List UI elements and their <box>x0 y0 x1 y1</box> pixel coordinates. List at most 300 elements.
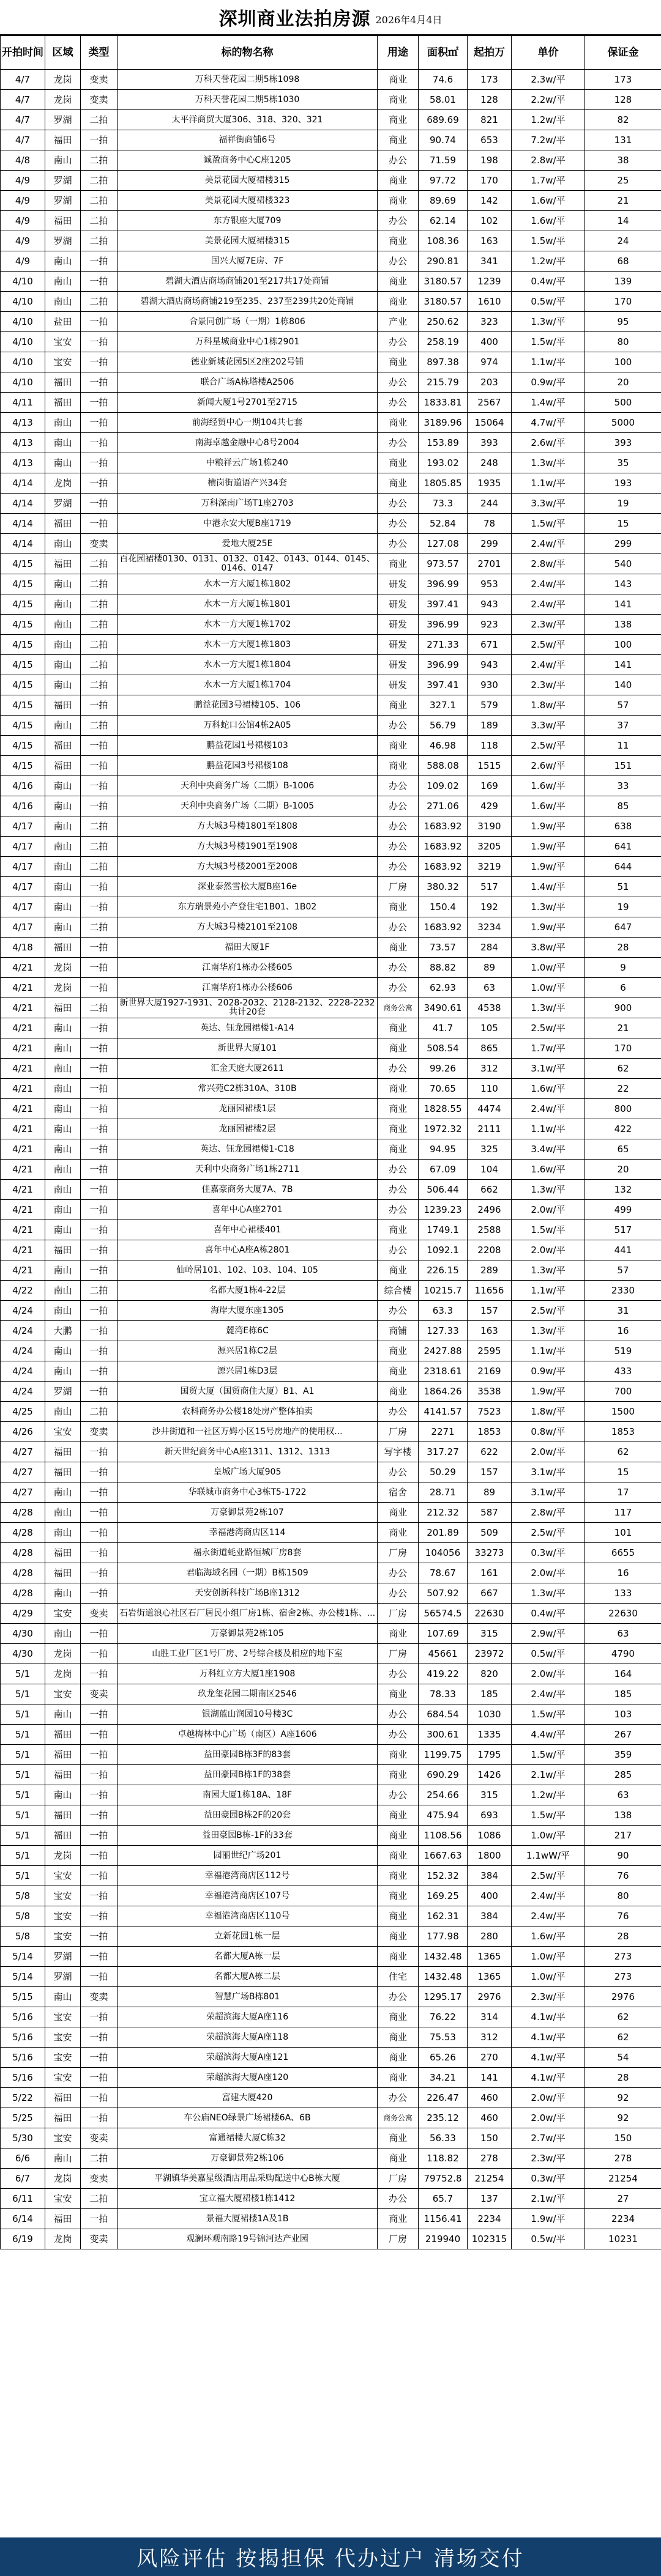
property-name-cell: 幸福港湾商店区107号 <box>118 1886 378 1906</box>
property-name-cell: 碧湖大酒店商场商铺219至235、237至239共20处商铺 <box>118 292 378 312</box>
auction-date-cell: 4/10 <box>1 272 45 292</box>
deposit-cell: 28 <box>585 2068 661 2088</box>
table-body <box>1 70 661 2249</box>
table-row <box>1 272 661 292</box>
property-name-cell: 国兴大厦7E房、7F <box>118 251 378 272</box>
auction-type-cell: 变卖 <box>81 90 118 110</box>
district-cell: 南山 <box>45 413 81 433</box>
auction-type-cell: 一拍 <box>81 1846 118 1866</box>
auction-date-cell: 4/16 <box>1 776 45 796</box>
usage-cell: 办公 <box>378 1563 419 1583</box>
starting-price-cell: 173 <box>468 70 512 90</box>
auction-date-cell: 4/28 <box>1 1563 45 1583</box>
usage-cell: 办公 <box>378 1583 419 1604</box>
auction-type-cell: 变卖 <box>81 1604 118 1624</box>
area-cell: 317.27 <box>419 1442 468 1462</box>
table-row <box>1 1846 661 1866</box>
property-name-cell: 水木一方大厦1栋1804 <box>118 655 378 675</box>
unit-price-cell: 1.0w/平 <box>512 1967 585 1987</box>
starting-price-cell: 192 <box>468 897 512 917</box>
auction-type-cell: 一拍 <box>81 1583 118 1604</box>
usage-cell: 研发 <box>378 635 419 655</box>
deposit-cell: 51 <box>585 877 661 897</box>
auction-date-cell: 4/24 <box>1 1321 45 1341</box>
table-row <box>1 1826 661 1846</box>
page-header <box>0 0 661 35</box>
district-cell: 南山 <box>45 1038 81 1059</box>
property-name-cell: 荣超滨海大厦A座120 <box>118 2068 378 2088</box>
table-row <box>1 171 661 191</box>
district-cell: 南山 <box>45 1260 81 1281</box>
table-row <box>1 1422 661 1442</box>
auction-type-cell: 一拍 <box>81 1644 118 1664</box>
starting-price-cell: 2111 <box>468 1119 512 1139</box>
district-cell: 宝安 <box>45 1866 81 1886</box>
property-name-cell: 水木一方大厦1栋1801 <box>118 594 378 615</box>
auction-date-cell: 4/13 <box>1 453 45 473</box>
auction-type-cell: 二拍 <box>81 554 118 574</box>
usage-cell: 住宅 <box>378 1967 419 1987</box>
starting-price-cell: 315 <box>468 1785 512 1805</box>
area-cell: 162.31 <box>419 1906 468 1926</box>
table-row <box>1 837 661 857</box>
property-name-cell: 农科商务办公楼18处房产整体拍卖 <box>118 1402 378 1422</box>
area-cell: 396.99 <box>419 574 468 594</box>
district-cell: 南山 <box>45 675 81 695</box>
starting-price-cell: 460 <box>468 2108 512 2128</box>
table-row <box>1 1119 661 1139</box>
district-cell: 南山 <box>45 1119 81 1139</box>
district-cell: 福田 <box>45 695 81 716</box>
property-name-cell: 荣超滨海大厦A座118 <box>118 2027 378 2048</box>
auction-type-cell: 一拍 <box>81 1886 118 1906</box>
usage-cell: 办公 <box>378 514 419 534</box>
property-name-cell: 万科蛇口公馆4栋2A05 <box>118 716 378 736</box>
auction-type-cell: 二拍 <box>81 191 118 211</box>
area-cell: 212.32 <box>419 1503 468 1523</box>
starting-price-cell: 865 <box>468 1038 512 1059</box>
property-name-cell: 源兴居1栋C2层 <box>118 1341 378 1361</box>
auction-date-cell: 4/21 <box>1 1220 45 1240</box>
auction-date-cell: 5/1 <box>1 1866 45 1886</box>
auction-type-cell: 一拍 <box>81 2209 118 2229</box>
column-header: 标的物名称 <box>118 36 378 70</box>
auction-type-cell: 一拍 <box>81 877 118 897</box>
area-cell: 506.44 <box>419 1180 468 1200</box>
deposit-cell: 393 <box>585 433 661 453</box>
property-name-cell: 碧湖大酒店商场商铺201至217共17处商铺 <box>118 272 378 292</box>
column-header: 单价 <box>512 36 585 70</box>
unit-price-cell: 0.8w/平 <box>512 1422 585 1442</box>
usage-cell: 商业 <box>378 736 419 756</box>
unit-price-cell: 2.4w/平 <box>512 534 585 554</box>
property-name-cell: 沙井街道和一社区万姆小区15号房地产的使用权... <box>118 1422 378 1442</box>
auction-date-cell: 4/9 <box>1 251 45 272</box>
starting-price-cell: 1030 <box>468 1704 512 1725</box>
district-cell: 南山 <box>45 594 81 615</box>
area-cell: 380.32 <box>419 877 468 897</box>
usage-cell: 商业 <box>378 1926 419 1947</box>
district-cell: 宝安 <box>45 2027 81 2048</box>
district-cell: 福田 <box>45 2108 81 2128</box>
table-row <box>1 231 661 251</box>
starting-price-cell: 289 <box>468 1260 512 1281</box>
table-row <box>1 938 661 958</box>
column-header: 区域 <box>45 36 81 70</box>
usage-cell: 办公 <box>378 150 419 171</box>
auction-type-cell: 一拍 <box>81 1624 118 1644</box>
property-name-cell: 景福大厦裙楼1A及1B <box>118 2209 378 2229</box>
auction-type-cell: 二拍 <box>81 2149 118 2169</box>
table-row <box>1 978 661 998</box>
deposit-cell: 5000 <box>585 413 661 433</box>
auction-date-cell: 4/14 <box>1 534 45 554</box>
auction-type-cell: 变卖 <box>81 1422 118 1442</box>
usage-cell: 商业 <box>378 90 419 110</box>
table-row <box>1 211 661 231</box>
auction-date-cell: 4/28 <box>1 1543 45 1563</box>
area-cell: 56574.5 <box>419 1604 468 1624</box>
property-name-cell: 中粮祥云广场1栋240 <box>118 453 378 473</box>
table-row <box>1 1644 661 1664</box>
auction-type-cell: 二拍 <box>81 655 118 675</box>
starting-price-cell: 384 <box>468 1866 512 1886</box>
table-row <box>1 1160 661 1180</box>
table-row <box>1 2027 661 2048</box>
page-date: 2026年4月4日 <box>375 13 443 26</box>
property-name-cell: 皇城广场大厦905 <box>118 1462 378 1482</box>
district-cell: 南山 <box>45 1018 81 1038</box>
deposit-cell: 170 <box>585 292 661 312</box>
auction-date-cell: 4/21 <box>1 1200 45 1220</box>
unit-price-cell: 2.5w/平 <box>512 635 585 655</box>
starting-price-cell: 141 <box>468 2068 512 2088</box>
auction-type-cell: 一拍 <box>81 1462 118 1482</box>
auction-date-cell: 4/9 <box>1 171 45 191</box>
auction-date-cell: 4/15 <box>1 554 45 574</box>
deposit-cell: 33 <box>585 776 661 796</box>
auction-date-cell: 4/18 <box>1 938 45 958</box>
area-cell: 235.12 <box>419 2108 468 2128</box>
auction-date-cell: 5/8 <box>1 1906 45 1926</box>
usage-cell: 商业 <box>378 1503 419 1523</box>
auction-date-cell: 5/25 <box>1 2108 45 2128</box>
deposit-cell: 11 <box>585 736 661 756</box>
auction-type-cell: 一拍 <box>81 1926 118 1947</box>
unit-price-cell: 1.6w/平 <box>512 1079 585 1099</box>
auction-type-cell: 一拍 <box>81 1038 118 1059</box>
area-cell: 76.22 <box>419 2007 468 2027</box>
auction-type-cell: 一拍 <box>81 1826 118 1846</box>
usage-cell: 商业 <box>378 2027 419 2048</box>
unit-price-cell: 4.1w/平 <box>512 2068 585 2088</box>
table-row <box>1 1684 661 1704</box>
deposit-cell: 80 <box>585 332 661 352</box>
table-row <box>1 413 661 433</box>
area-cell: 1667.63 <box>419 1846 468 1866</box>
table-row <box>1 352 661 372</box>
usage-cell: 办公 <box>378 1200 419 1220</box>
district-cell: 宝安 <box>45 2048 81 2068</box>
auction-type-cell: 一拍 <box>81 453 118 473</box>
usage-cell: 商业 <box>378 1038 419 1059</box>
auction-type-cell: 一拍 <box>81 2088 118 2108</box>
property-name-cell: 源兴居1栋D3层 <box>118 1361 378 1382</box>
district-cell: 福田 <box>45 514 81 534</box>
property-name-cell: 万豪御景苑2栋106 <box>118 2149 378 2169</box>
unit-price-cell: 2.3w/平 <box>512 2149 585 2169</box>
area-cell: 226.47 <box>419 2088 468 2108</box>
property-name-cell: 名都大厦A栋二层 <box>118 1967 378 1987</box>
table-row <box>1 1745 661 1765</box>
district-cell: 福田 <box>45 1725 81 1745</box>
deposit-cell: 4790 <box>585 1644 661 1664</box>
usage-cell: 商业 <box>378 473 419 494</box>
unit-price-cell: 0.5w/平 <box>512 2229 585 2249</box>
table-row <box>1 453 661 473</box>
deposit-cell: 63 <box>585 1785 661 1805</box>
auction-date-cell: 5/1 <box>1 1745 45 1765</box>
auction-type-cell: 二拍 <box>81 675 118 695</box>
district-cell: 福田 <box>45 130 81 150</box>
unit-price-cell: 4.1w/平 <box>512 2048 585 2068</box>
auction-type-cell: 一拍 <box>81 2007 118 2027</box>
table-row <box>1 1866 661 1886</box>
area-cell: 3490.61 <box>419 998 468 1018</box>
usage-cell: 办公 <box>378 917 419 938</box>
auction-date-cell: 5/8 <box>1 1926 45 1947</box>
unit-price-cell: 1.1w/平 <box>512 1119 585 1139</box>
deposit-cell: 517 <box>585 1220 661 1240</box>
unit-price-cell: 2.6w/平 <box>512 756 585 776</box>
table-row <box>1 2007 661 2027</box>
property-name-cell: 喜年中心A座A栋2801 <box>118 1240 378 1260</box>
district-cell: 龙岗 <box>45 958 81 978</box>
usage-cell: 商业 <box>378 130 419 150</box>
auction-type-cell: 二拍 <box>81 211 118 231</box>
deposit-cell: 6655 <box>585 1543 661 1563</box>
unit-price-cell: 7.2w/平 <box>512 130 585 150</box>
unit-price-cell: 1.3w/平 <box>512 1583 585 1604</box>
area-cell: 177.98 <box>419 1926 468 1947</box>
auction-type-cell: 二拍 <box>81 110 118 130</box>
unit-price-cell: 3.1w/平 <box>512 1462 585 1482</box>
starting-price-cell: 142 <box>468 191 512 211</box>
property-name-cell: 太平洋商贸大厦306、318、320、321 <box>118 110 378 130</box>
starting-price-cell: 2496 <box>468 1200 512 1220</box>
table-row <box>1 2068 661 2088</box>
district-cell: 福田 <box>45 1563 81 1583</box>
auction-type-cell: 二拍 <box>81 171 118 191</box>
unit-price-cell: 2.0w/平 <box>512 1664 585 1684</box>
district-cell: 龙岗 <box>45 2169 81 2189</box>
auction-date-cell: 4/13 <box>1 413 45 433</box>
unit-price-cell: 3.1w/平 <box>512 1482 585 1503</box>
area-cell: 219940 <box>419 2229 468 2249</box>
deposit-cell: 21254 <box>585 2169 661 2189</box>
unit-price-cell: 1.6w/平 <box>512 1160 585 1180</box>
table-row <box>1 312 661 332</box>
unit-price-cell: 4.4w/平 <box>512 1725 585 1745</box>
area-cell: 109.02 <box>419 776 468 796</box>
starting-price-cell: 693 <box>468 1805 512 1826</box>
table-row <box>1 1664 661 1684</box>
auction-type-cell: 一拍 <box>81 393 118 413</box>
usage-cell: 办公 <box>378 1664 419 1684</box>
starting-price-cell: 15064 <box>468 413 512 433</box>
district-cell: 南山 <box>45 796 81 816</box>
starting-price-cell: 3234 <box>468 917 512 938</box>
district-cell: 南山 <box>45 433 81 453</box>
table-row <box>1 1604 661 1624</box>
property-name-cell: 立新花园1栋一层 <box>118 1926 378 1947</box>
area-cell: 58.01 <box>419 90 468 110</box>
starting-price-cell: 2234 <box>468 2209 512 2229</box>
usage-cell: 厂房 <box>378 1644 419 1664</box>
district-cell: 福田 <box>45 372 81 393</box>
area-cell: 127.33 <box>419 1321 468 1341</box>
auction-date-cell: 4/21 <box>1 1079 45 1099</box>
starting-price-cell: 203 <box>468 372 512 393</box>
area-cell: 79752.8 <box>419 2169 468 2189</box>
deposit-cell: 433 <box>585 1361 661 1382</box>
property-name-cell: 石岩街道浪心社区石厂居民小组厂房1栋、宿舍2栋、办公楼1栋、... <box>118 1604 378 1624</box>
auction-date-cell: 4/21 <box>1 1018 45 1038</box>
usage-cell: 办公 <box>378 332 419 352</box>
deposit-cell: 21 <box>585 1018 661 1038</box>
unit-price-cell: 1.5w/平 <box>512 1704 585 1725</box>
unit-price-cell: 2.0w/平 <box>512 1442 585 1462</box>
property-name-cell: 龙丽园裙楼2层 <box>118 1119 378 1139</box>
property-name-cell: 百花园裙楼0130、0131、0132、0142、0143、0144、0145、0146、0147 <box>118 554 378 574</box>
district-cell: 宝安 <box>45 1886 81 1906</box>
usage-cell: 商业 <box>378 1866 419 1886</box>
unit-price-cell: 2.9w/平 <box>512 1624 585 1644</box>
area-cell: 1833.81 <box>419 393 468 413</box>
property-name-cell: 万科天誉花园二期5栋1098 <box>118 70 378 90</box>
table-row <box>1 1765 661 1785</box>
auction-date-cell: 4/7 <box>1 130 45 150</box>
table-row <box>1 1624 661 1644</box>
area-cell: 508.54 <box>419 1038 468 1059</box>
district-cell: 福田 <box>45 736 81 756</box>
auction-date-cell: 4/17 <box>1 816 45 837</box>
property-name-cell: 天利中央商务广场（二期）B-1005 <box>118 796 378 816</box>
unit-price-cell: 2.5w/平 <box>512 1301 585 1321</box>
starting-price-cell: 2595 <box>468 1341 512 1361</box>
deposit-cell: 95 <box>585 312 661 332</box>
starting-price-cell: 2169 <box>468 1361 512 1382</box>
property-name-cell: 万科天誉花园二期5栋1030 <box>118 90 378 110</box>
auction-date-cell: 6/6 <box>1 2149 45 2169</box>
district-cell: 南山 <box>45 897 81 917</box>
auction-type-cell: 二拍 <box>81 594 118 615</box>
district-cell: 宝安 <box>45 1422 81 1442</box>
table-row <box>1 1281 661 1301</box>
table-row <box>1 1301 661 1321</box>
deposit-cell: 2234 <box>585 2209 661 2229</box>
deposit-cell: 267 <box>585 1725 661 1745</box>
district-cell: 福田 <box>45 1543 81 1563</box>
property-name-cell: 南园大厦1栋18A、18F <box>118 1785 378 1805</box>
deposit-cell: 38 <box>585 150 661 171</box>
auction-date-cell: 4/27 <box>1 1482 45 1503</box>
unit-price-cell: 2.4w/平 <box>512 1886 585 1906</box>
starting-price-cell: 974 <box>468 352 512 372</box>
deposit-cell: 27 <box>585 2189 661 2209</box>
deposit-cell: 138 <box>585 1805 661 1826</box>
property-name-cell: 益田豪园B栋2F的20套 <box>118 1805 378 1826</box>
usage-cell: 办公 <box>378 393 419 413</box>
district-cell: 南山 <box>45 574 81 594</box>
auction-date-cell: 5/22 <box>1 2088 45 2108</box>
deposit-cell: 20 <box>585 372 661 393</box>
property-name-cell: 方大城3号楼2001至2008 <box>118 857 378 877</box>
starting-price-cell: 1239 <box>468 272 512 292</box>
starting-price-cell: 820 <box>468 1664 512 1684</box>
auction-type-cell: 一拍 <box>81 1119 118 1139</box>
table-row <box>1 1260 661 1281</box>
auction-date-cell: 4/14 <box>1 494 45 514</box>
property-name-cell: 益田豪园B栋-1F的33套 <box>118 1826 378 1846</box>
auction-type-cell: 一拍 <box>81 1180 118 1200</box>
starting-price-cell: 21254 <box>468 2169 512 2189</box>
usage-cell: 办公 <box>378 958 419 978</box>
property-name-cell: 英达、钰龙园裙楼1-A14 <box>118 1018 378 1038</box>
area-cell: 62.93 <box>419 978 468 998</box>
district-cell: 福田 <box>45 1240 81 1260</box>
starting-price-cell: 248 <box>468 453 512 473</box>
auction-date-cell: 4/13 <box>1 433 45 453</box>
auction-date-cell: 4/15 <box>1 594 45 615</box>
area-cell: 1805.85 <box>419 473 468 494</box>
area-cell: 71.59 <box>419 150 468 171</box>
deposit-cell: 217 <box>585 1826 661 1846</box>
deposit-cell: 101 <box>585 1523 661 1543</box>
deposit-cell: 139 <box>585 272 661 292</box>
auction-date-cell: 4/21 <box>1 978 45 998</box>
auction-type-cell: 一拍 <box>81 978 118 998</box>
area-cell: 1864.26 <box>419 1382 468 1402</box>
auction-date-cell: 4/10 <box>1 372 45 393</box>
table-row <box>1 70 661 90</box>
usage-cell: 商业 <box>378 1382 419 1402</box>
property-name-cell: 麓湾E栋6C <box>118 1321 378 1341</box>
starting-price-cell: 315 <box>468 1624 512 1644</box>
usage-cell: 办公 <box>378 978 419 998</box>
area-cell: 271.06 <box>419 796 468 816</box>
unit-price-cell: 1.3w/平 <box>512 1321 585 1341</box>
property-name-cell: 幸福港湾商店区114 <box>118 1523 378 1543</box>
auction-date-cell: 4/15 <box>1 574 45 594</box>
district-cell: 福田 <box>45 554 81 574</box>
district-cell: 宝安 <box>45 1906 81 1926</box>
table-row <box>1 2189 661 2209</box>
usage-cell: 厂房 <box>378 2169 419 2189</box>
table-row <box>1 130 661 150</box>
starting-price-cell: 118 <box>468 736 512 756</box>
usage-cell: 商业 <box>378 1745 419 1765</box>
auction-date-cell: 5/16 <box>1 2068 45 2088</box>
deposit-cell: 16 <box>585 1321 661 1341</box>
unit-price-cell: 1.5w/平 <box>512 1805 585 1826</box>
district-cell: 南山 <box>45 1139 81 1160</box>
auction-date-cell: 5/1 <box>1 1725 45 1745</box>
deposit-cell: 15 <box>585 514 661 534</box>
district-cell: 福田 <box>45 1745 81 1765</box>
starting-price-cell: 4474 <box>468 1099 512 1119</box>
auction-type-cell: 二拍 <box>81 837 118 857</box>
